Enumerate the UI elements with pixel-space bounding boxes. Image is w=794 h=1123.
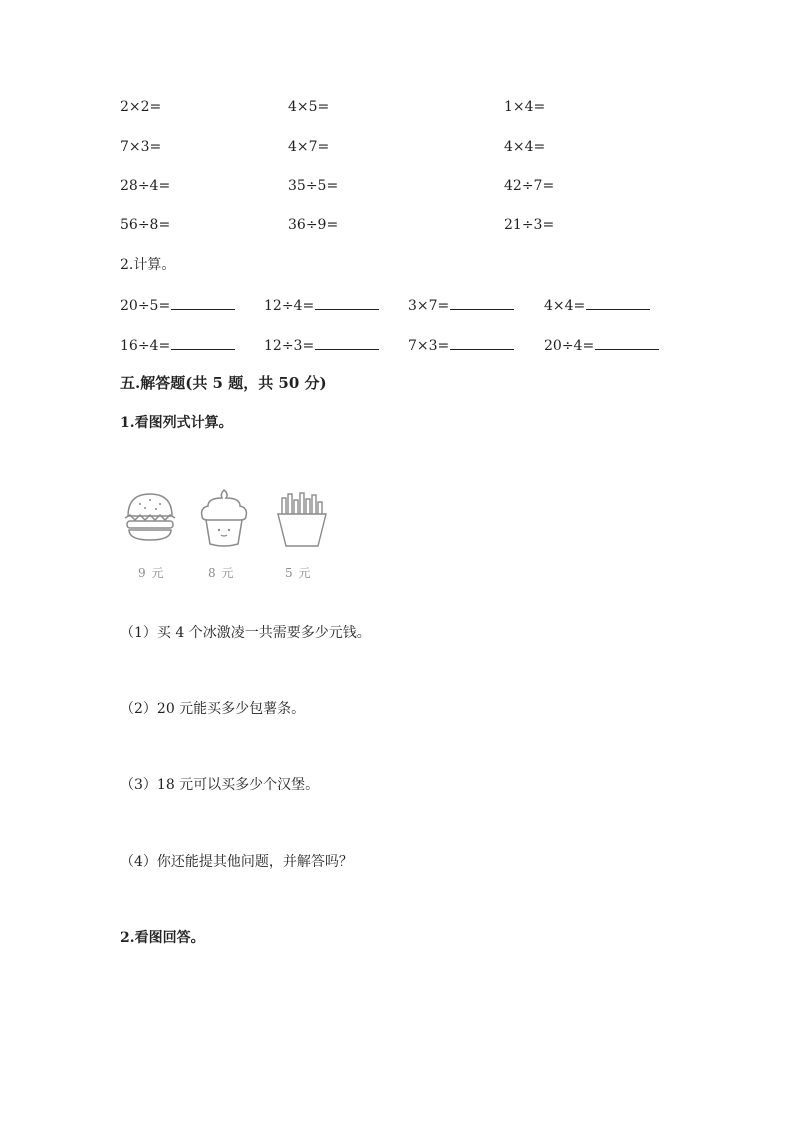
problem: 4×4=	[504, 139, 546, 155]
ice-cream-icon	[196, 486, 252, 550]
hamburger-icon	[120, 488, 180, 548]
ice-cream-price: 8 元	[208, 566, 235, 580]
problem: 4×7=	[288, 139, 330, 155]
calc-item	[408, 335, 514, 355]
subquestion: （3）18 元可以买多少个汉堡。	[120, 777, 320, 793]
answer-blank[interactable]	[171, 295, 235, 310]
problem: 56÷8=	[120, 217, 171, 233]
answer-blank[interactable]	[595, 335, 659, 350]
problem: 20÷5=	[120, 298, 171, 314]
question-title: 1.看图列式计算。	[120, 415, 233, 431]
calc-item	[120, 335, 235, 355]
answer-blank[interactable]	[171, 335, 235, 350]
problem: 7×3=	[408, 338, 450, 354]
problem: 12÷3=	[264, 338, 315, 354]
problem: 4×5=	[288, 99, 330, 115]
calc-item	[544, 335, 659, 355]
problem: 3×7=	[408, 298, 450, 314]
problem: 36÷9=	[288, 217, 339, 233]
problem: 20÷4=	[544, 338, 595, 354]
subquestion: （1）买 4 个冰激凌一共需要多少元钱。	[120, 625, 371, 641]
subquestion: （4）你还能提其他问题，并解答吗？	[120, 854, 353, 870]
question-title: 2.看图回答。	[120, 930, 205, 946]
section-heading: 五.解答题(共 5 题，共 50 分)	[120, 374, 327, 392]
calc-item	[408, 295, 514, 315]
answer-blank[interactable]	[586, 295, 650, 310]
problem: 42÷7=	[504, 178, 555, 194]
fries-icon	[272, 490, 332, 550]
problem: 1×4=	[504, 99, 546, 115]
problem: 21÷3=	[504, 217, 555, 233]
subquestion: （2）20 元能买多少包薯条。	[120, 701, 306, 717]
calc-item	[264, 335, 379, 355]
answer-blank[interactable]	[315, 335, 379, 350]
problem: 2×2=	[120, 99, 162, 115]
answer-blank[interactable]	[450, 295, 514, 310]
problem: 28÷4=	[120, 178, 171, 194]
problem: 7×3=	[120, 139, 162, 155]
hamburger-price: 9 元	[138, 566, 165, 580]
problem: 16÷4=	[120, 338, 171, 354]
answer-blank[interactable]	[315, 295, 379, 310]
answer-blank[interactable]	[450, 335, 514, 350]
calc-item	[120, 295, 235, 315]
problem: 4×4=	[544, 298, 586, 314]
calc-section-title: 2.计算。	[120, 257, 176, 273]
calc-item	[264, 295, 379, 315]
fries-price: 5 元	[285, 566, 312, 580]
problem: 12÷4=	[264, 298, 315, 314]
calc-item	[544, 295, 650, 315]
problem: 35÷5=	[288, 178, 339, 194]
